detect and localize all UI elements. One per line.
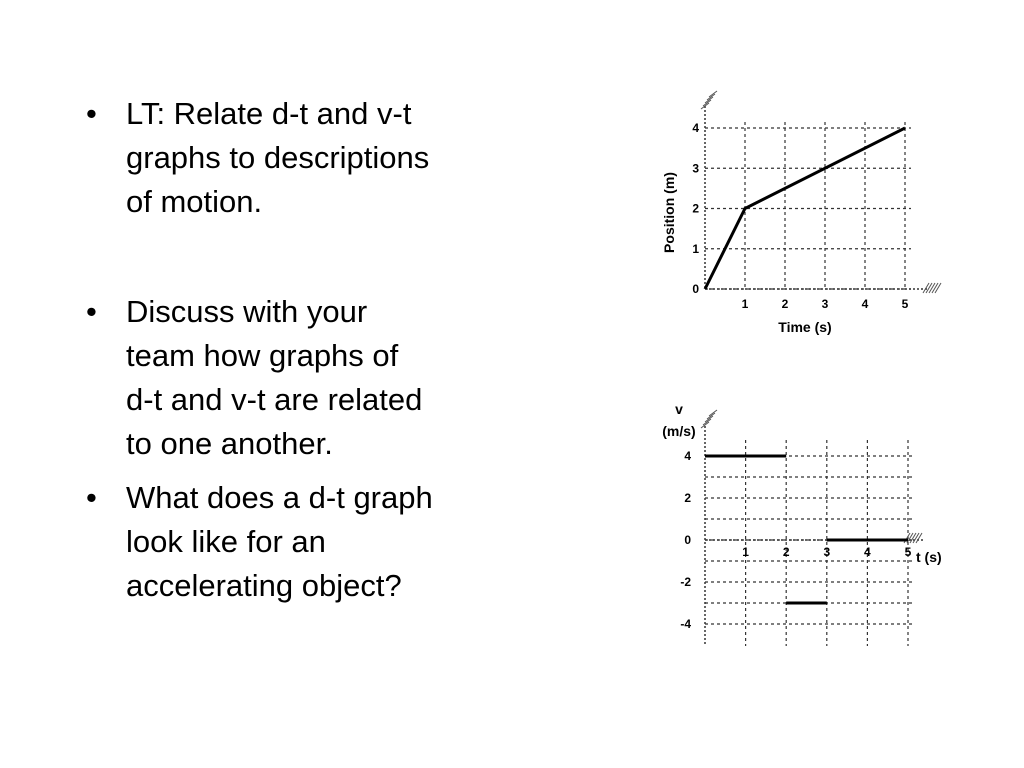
x-tick-label: 1 bbox=[741, 297, 749, 311]
y-tick-label: 4 bbox=[684, 449, 691, 463]
bullet-text: Discuss with your team how graphs of d-t and v-t are related to one another. bbox=[126, 294, 423, 461]
y-tick-label: 3 bbox=[692, 161, 699, 176]
x-tick-label: 3 bbox=[823, 545, 831, 559]
y-tick-label: 4 bbox=[692, 121, 699, 135]
x-tick-label: 1 bbox=[742, 545, 749, 559]
x-tick-label: 4 bbox=[861, 297, 869, 311]
bullet-symbol: • bbox=[86, 480, 97, 515]
y-tick-label: -2 bbox=[680, 575, 691, 589]
x-tick-label: 4 bbox=[864, 545, 871, 559]
y-axis-label-unit: (m/s) bbox=[662, 423, 696, 439]
y-axis-label: Position (m) bbox=[661, 172, 677, 253]
y-axis-arrow-hatch bbox=[701, 410, 717, 428]
y-tick-label: 0 bbox=[684, 533, 691, 547]
y-tick-label: 2 bbox=[692, 201, 699, 216]
x-axis-label: Time (s) bbox=[778, 319, 832, 335]
y-tick-label: 1 bbox=[692, 241, 699, 256]
bullet-text: What does a d-t graph look like for an accelerating object? bbox=[126, 480, 433, 603]
y-tick-label: -4 bbox=[680, 617, 691, 631]
bullet-text: LT: Relate d-t and v-t graphs to descriptions of motion. bbox=[126, 96, 430, 219]
y-tick-label: 0 bbox=[692, 282, 699, 296]
bullet-symbol: • bbox=[86, 96, 97, 131]
y-axis-arrow-hatch bbox=[701, 91, 717, 109]
x-tick-label: 5 bbox=[904, 545, 912, 559]
y-tick-label: 2 bbox=[684, 491, 691, 505]
x-tick-label: 3 bbox=[821, 297, 829, 311]
bullet-symbol: • bbox=[86, 294, 97, 329]
x-tick-label: 5 bbox=[901, 297, 909, 311]
x-axis-label: t (s) bbox=[916, 549, 942, 565]
x-tick-label: 2 bbox=[781, 297, 789, 311]
y-axis-label: v bbox=[675, 401, 683, 417]
x-axis-arrow-hatch bbox=[923, 283, 941, 293]
x-tick-label: 2 bbox=[782, 545, 790, 559]
